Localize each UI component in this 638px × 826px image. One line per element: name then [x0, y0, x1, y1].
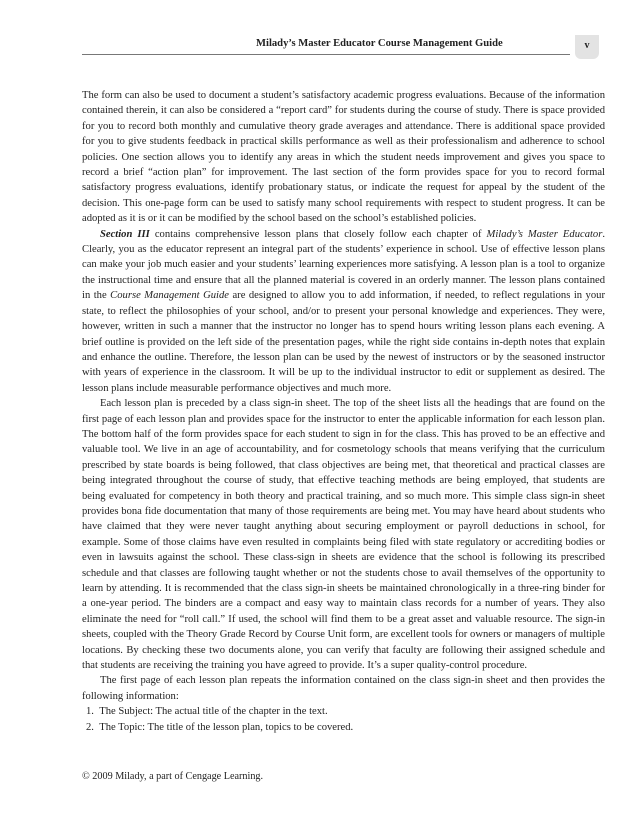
paragraph-sign-in-sheet: Each lesson plan is preceded by a class sign-in sheet. The top of the sheet lists all the headings that are found on the first page of each lesson plan and provides space for the instructor to enter the applicable information for each lesson plan. The bottom half of the form provides space for each student to sign in for the class. This has proved to be an effective and valuable tool. We live in an age of accountability, and for cosmetology schools that means verifying that the curriculum prescribed by state boards is being followed, that class objectives are being met, that theoretical and practical classes are being integrated throughout the course of study, that effective teaching methods are being employed, that students are being evaluated for competency in both theory and practical training, and so much more. This simple class sign-in sheet provides bona fide documentation that many of those requirements are being met. You may have heard about students who have claimed that they were never taught anything about securing employment or payroll deductions in school, for example. Some of those claims have even resulted in complaints being filed with state regulatory or accrediting bodies or even in lawsuits against the school. These class-sign in sheets are evidence that the school is following its prescribed schedule and that classes are following taught whether or not the students chose to avail themselves of the opportunity to learn by attending. It is recommended that the class sign-in sheets be maintained chronologically in a three-ring binder for a one-year period. The binders are a compact and easy way to maintain class records for a number of years. They also eliminate the need for “roll call.” If used, the school will find them to be a great asset and valuable resource. The sign-in sheets, coupled with the Theory Grade Record by Course Unit form, are excellent tools for owners or managers of multiple locations. By checking these two documents alone, you can verify that faculty are following their assigned schedule and that students are receiving the training you have agreed to provide. It’s a super quality-control procedure.	[82, 398, 605, 672]
copyright-footer: © 2009 Milady, a part of Cengage Learning.	[82, 771, 264, 782]
paragraph-lesson-plans	[82, 227, 605, 396]
page-number-badge: v	[575, 35, 599, 59]
paragraph-text: . Clearly, you as the educator represent an integral part of the students’ experience in school. Use of effective lesson plans can make your job much easier and your students’ learning experiences more satisfying. A lesson plan is a tool to organize the instructional time and ensure that all the planned material is covered in an orderly manner. The lesson plans contained in the	[82, 228, 606, 302]
paragraph-progress-form: The form can also be used to document a student’s satisfactory academic progress evaluations. Because of the information contained therein, it can also be considered a “report card” for students during the course of study. There is space provided for you to record both monthly and cumulative theory grade averages and attendance. There is additional space provided for you to give students feedback in practical skills performance as well as their professionalism and adherence to school policies. One section allows you to identify any areas in which the student needs improvement and gives you space to record a brief “action plan” for improvement. The last section of the form provides space for you to record formal satisfactory progress evaluations, identify probationary status, or indicate the request for appeal by the student of the decision. This one-page form can be used to satisfy many school requirements with respect to student progress. It can be adopted as it is or it can be modified by the school based on the school’s established policies.	[82, 90, 605, 225]
body-text	[82, 88, 605, 735]
lesson-info-list	[82, 704, 605, 735]
paragraph-text: are designed to allow you to add information, if needed, to reflect regulations in your state, to reflect the philosophies of your school, and/or to present your personal knowledge and experiences. They were, however, written in such a manner that the instructor no longer has to spend hours writing lesson plans each evening. A brief outline is provided on the left side of the presentation pages, while the right side contains in-depth notes that explain and enhance the outline. Therefore, the lesson plan can be used by the newest of instructors or by the seasoned instructor with years of experience in the classroom. It will be up to the individual instructor to edit or supplement as desired. The lesson plans include measurable performance objectives and much more.	[82, 290, 605, 394]
book-title: Course Management Guide	[110, 290, 229, 302]
book-title: Milady’s Master Educator	[486, 228, 603, 240]
running-header-title: Milady’s Master Educator Course Management Guide	[256, 38, 503, 49]
paragraph-text: contains comprehensive lesson plans that closely follow each chapter of	[149, 228, 487, 240]
list-item: 2. The Topic: The title of the lesson plan, topics to be covered.	[86, 721, 354, 733]
list-item: 1. The Subject: The actual title of the chapter in the text.	[86, 706, 328, 718]
section-lead: Section III	[100, 228, 150, 240]
paragraph-first-page: The first page of each lesson plan repeats the information contained on the class sign-in sheet and then provides the following information:	[82, 675, 605, 702]
header-rule	[82, 54, 570, 55]
